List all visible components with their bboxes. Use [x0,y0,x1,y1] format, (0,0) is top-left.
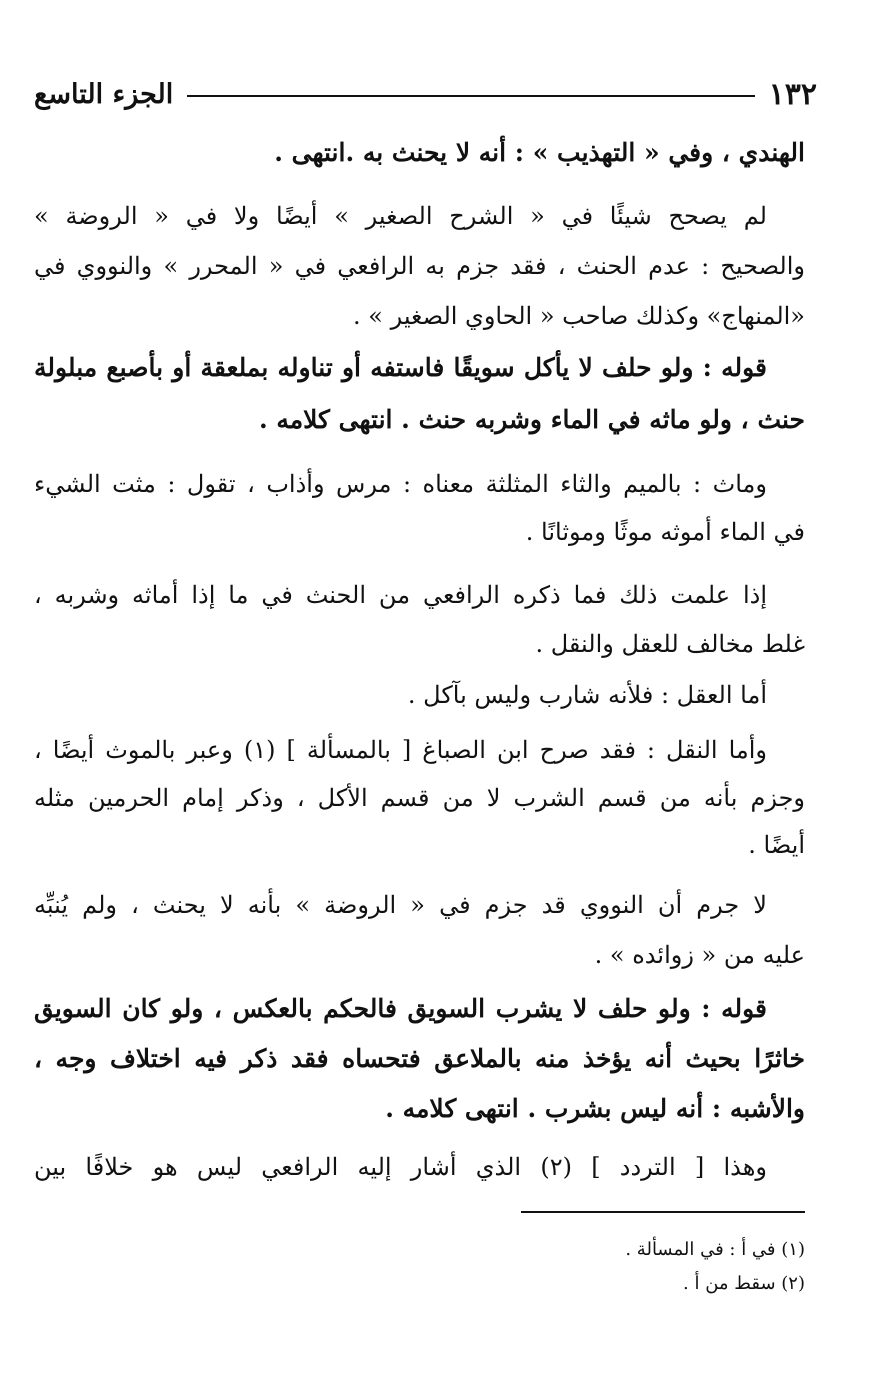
text-line: وجزم بأنه من قسم الشرب لا من قسم الأكل ، وذكر إمام الحرمين مثله [34,784,805,812]
header-rule [187,95,754,97]
text-line: غلط مخالف للعقل والنقل . [535,630,805,658]
footnote-divider [521,1211,805,1213]
text-line: خاثرًا بحيث أنه يؤخذ منه بالملاعق فتحساه فقد ذكر فيه اختلاف وجه ، [34,1044,805,1073]
text-line: إذا علمت ذلك فما ذكره الرافعي من الحنث في ما إذا أماثه وشربه ، [34,581,767,609]
page-number: ١٣٢ [768,76,817,112]
text-line: قوله : ولو حلف لا يأكل سويقًا فاستفه أو تناوله بملعقة أو بأصبع مبلولة [34,353,767,382]
text-line: حنث ، ولو ماثه في الماء وشربه حنث . انتهى كلامه . [258,405,805,434]
text-line: لا جرم أن النووي قد جزم في « الروضة » بأنه لا يحنث ، ولم يُنبِّه [34,891,767,919]
text-line: الهندي ، وفي « التهذيب » : أنه لا يحنث به .انتهى . [274,138,805,167]
page-header [34,72,817,116]
text-line: والصحيح : عدم الحنث ، فقد جزم به الرافعي في « المحرر » والنووي في [34,252,805,280]
text-line: في الماء أموثه موثًا وموثانًا . [525,518,805,546]
text-line: «المنهاج» وكذلك صاحب « الحاوي الصغير » . [353,302,805,330]
text-line: وهذا [ التردد ] (٢) الذي أشار إليه الرافعي ليس هو خلافًا بين [34,1153,767,1181]
text-line: قوله : ولو حلف لا يشرب السويق فالحكم بالعكس ، ولو كان السويق [34,994,767,1023]
footnote: (١) في أ : في المسألة . [625,1239,805,1260]
text-line: لم يصحح شيئًا في « الشرح الصغير » أيضًا ولا في « الروضة » [34,202,767,230]
text-line: أيضًا . [748,831,805,859]
text-line: وماث : بالميم والثاء المثلثة معناه : مرس وأذاب ، تقول : مثت الشيء [34,470,767,498]
text-line: وأما النقل : فقد صرح ابن الصباغ [ بالمسألة ] (١) وعبر بالموث أيضًا ، [34,736,767,764]
footnote: (٢) سقط من أ . [683,1273,805,1294]
text-line: عليه من « زوائده » . [594,941,805,969]
text-line: أما العقل : فلأنه شارب وليس بآكل . [407,681,767,709]
text-line: والأشبه : أنه ليس بشرب . انتهى كلامه . [385,1094,805,1123]
part-title: الجزء التاسع [34,78,174,110]
